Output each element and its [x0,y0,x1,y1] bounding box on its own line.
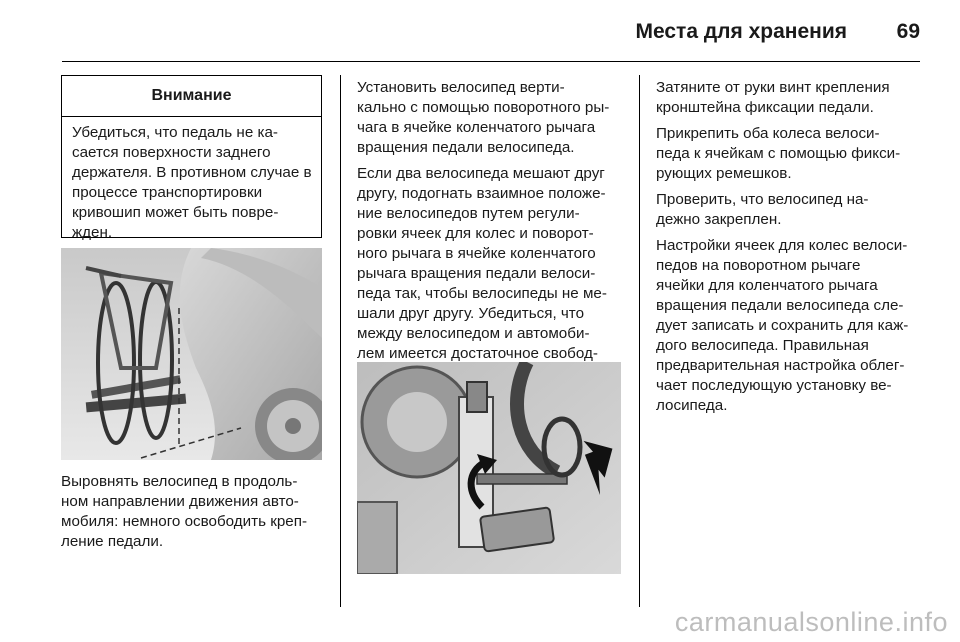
warning-text: Убедиться, что педаль не ка-сается поверхности заднего держателя. В противном случае в процессе транспортировки кривошип может быть повре-жден. [72,124,312,241]
text-line: лосипеда. [656,397,728,414]
text-line: ном направлении движения авто- [61,493,299,510]
paragraph [656,236,931,416]
text-line: Установить велосипед верти- [357,79,565,96]
text-line: Если два велосипеда мешают друг [357,165,605,182]
text-line: ние велосипедов путем регули- [357,205,580,222]
text-line: вращения педали велосипеда сле- [656,297,904,314]
text-line: мобиля: немного освободить креп- [61,513,308,530]
text-line: ровки ячеек для колес и поворот- [357,225,594,242]
text-line: кально с помощью поворотного ры- [357,99,610,116]
text-line: рычага вращения педали велоси- [357,265,596,282]
bike-carrier-illustration [61,248,322,460]
text-line: Прикрепить оба колеса велоси- [656,125,880,142]
paragraph [656,78,931,118]
text-line: дежно закреплен. [656,211,782,228]
column-2-text [357,78,637,390]
text-line: кронштейна фиксации педали. [656,99,874,116]
text-line: Выровнять велосипед в продоль- [61,473,298,490]
figure-pedal-mount [357,362,621,574]
text-line: Настройки ячеек для колес велоси- [656,237,908,254]
header-rule [62,61,920,62]
warning-box [61,75,322,241]
section-title: Места для хранения [635,20,847,43]
text-line: чает последующую установку ве- [656,377,892,394]
text-line: рующих ремешков. [656,165,792,182]
caption-align-bike [61,472,336,552]
column-divider-right [639,75,640,607]
text-line: чага в ячейке коленчатого рычага [357,119,596,136]
paragraph [357,78,637,158]
page-number: 69 [896,20,920,43]
paragraph [656,124,931,184]
column-3-text [656,78,931,422]
text-line: ного рычага в ячейке коленчатого [357,245,596,262]
text-line: предварительная настройка облег- [656,357,905,374]
figure-bike-on-carrier [61,248,322,460]
paragraph [357,164,637,384]
paragraph [656,190,931,230]
text-line: Затяните от руки винт крепления [656,79,890,96]
text-line: педа к ячейкам с помощью фикси- [656,145,901,162]
column-divider-left [340,75,341,607]
text-line: лем имеется достаточное свобод- [357,345,598,362]
text-line: педа так, чтобы велосипеды не ме- [357,285,607,302]
text-line: вращения педали велосипеда. [357,139,575,156]
text-line: педов на поворотном рычаге [656,257,861,274]
pedal-mount-illustration [357,362,621,574]
page-header [0,0,960,60]
text-line: между велосипедом и автомоби- [357,325,590,342]
text-line: ление педали. [61,533,164,550]
text-line: дого велосипеда. Правильная [656,337,869,354]
text-line: ячейки для коленчатого рычага [656,277,878,294]
watermark: carmanualsonline.info [674,607,948,637]
text-line: Проверить, что велосипед на- [656,191,869,208]
text-line: шали друг другу. Убедиться, что [357,305,585,322]
warning-heading: Внимание [62,76,321,117]
text-line: дует записать и сохранить для каж- [656,317,909,334]
text-line: другу, подогнать взаимное положе- [357,185,606,202]
